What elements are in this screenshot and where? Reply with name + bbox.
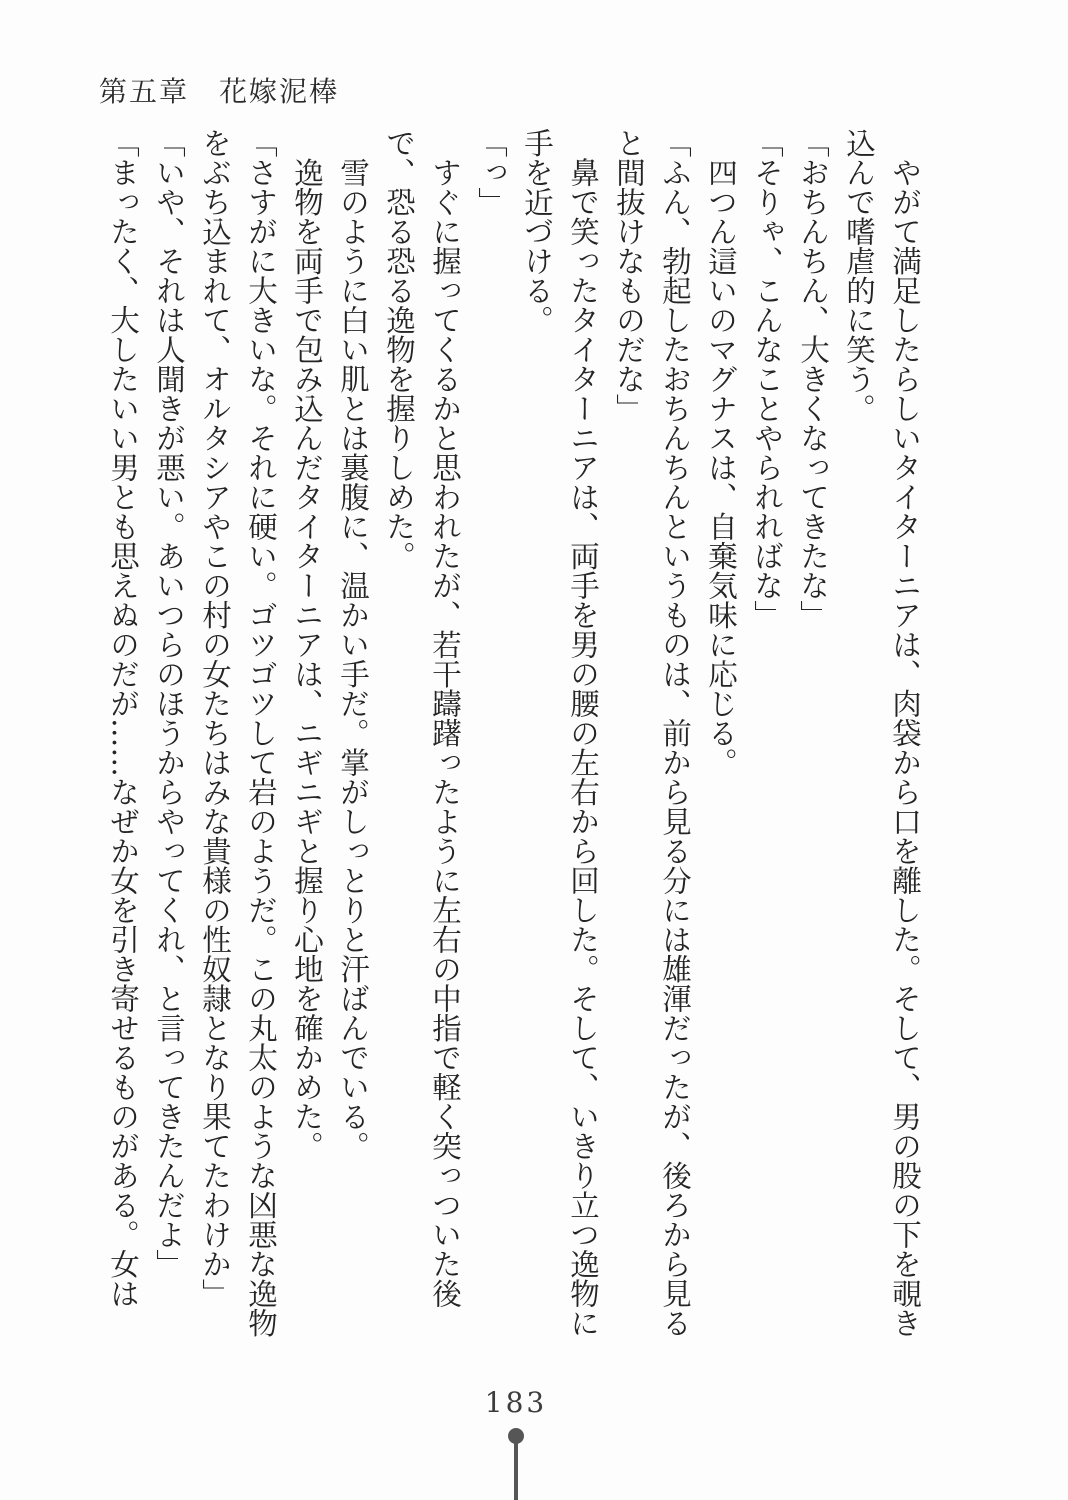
paragraph: やがて満足したらしいタイターニアは、肉袋から口を離した。そして、男の股の下を覗き込んで嗜虐的に笑う。 xyxy=(842,128,922,1338)
paragraph: 「さすがに大きいな。それに硬い。ゴツゴツして岩のようだ。この丸太のような凶悪な逸物をぶち込まれて、オルタシアやこの村の女たちはみな貴様の性奴隷となり果てたわけか」 xyxy=(198,128,278,1338)
paragraph: 「ふん、勃起したおちんちんというものは、前から見る分には雄渾だったが、後ろから見ると間抜けなものだな」 xyxy=(612,128,692,1338)
paragraph: 「っ」 xyxy=(474,128,508,217)
paragraph: 雪のように白い肌とは裏腹に、温かい手だ。掌がしっとりと汗ばんでいる。 xyxy=(336,128,370,1161)
paragraph: すぐに握ってくるかと思われたが、若干躊躇ったように左右の中指で軽く突っついた後で、恐る恐る逸物を握りしめた。 xyxy=(382,128,462,1308)
paragraph: 逸物を両手で包み込んだタイターニアは、ニギニギと握り心地を確かめた。 xyxy=(290,128,324,1161)
paragraph: 鼻で笑ったタイターニアは、両手を男の腰の左右から回した。そして、いきり立つ逸物に手を近づける。 xyxy=(520,128,600,1338)
paragraph: 「おちんちん、大きくなってきたな」 xyxy=(796,128,830,630)
paragraph: 「いや、それは人聞きが悪い。あいつらのほうからやってくれ、と言ってきたんだよ」 xyxy=(152,128,186,1279)
chapter-header: 第五章 花嫁泥棒 xyxy=(99,75,340,108)
footer-marker-line xyxy=(514,1442,518,1500)
paragraph: 四つん這いのマグナスは、自棄気味に応じる。 xyxy=(704,128,738,777)
paragraph: 「そりゃ、こんなことやられればな」 xyxy=(750,128,784,630)
page-number: 183 xyxy=(484,1386,548,1419)
body-text xyxy=(100,128,928,1340)
paragraph: 「まったく、大したいい男とも思えぬのだが……なぜか女を引き寄せるものがある。女は xyxy=(106,128,140,1308)
